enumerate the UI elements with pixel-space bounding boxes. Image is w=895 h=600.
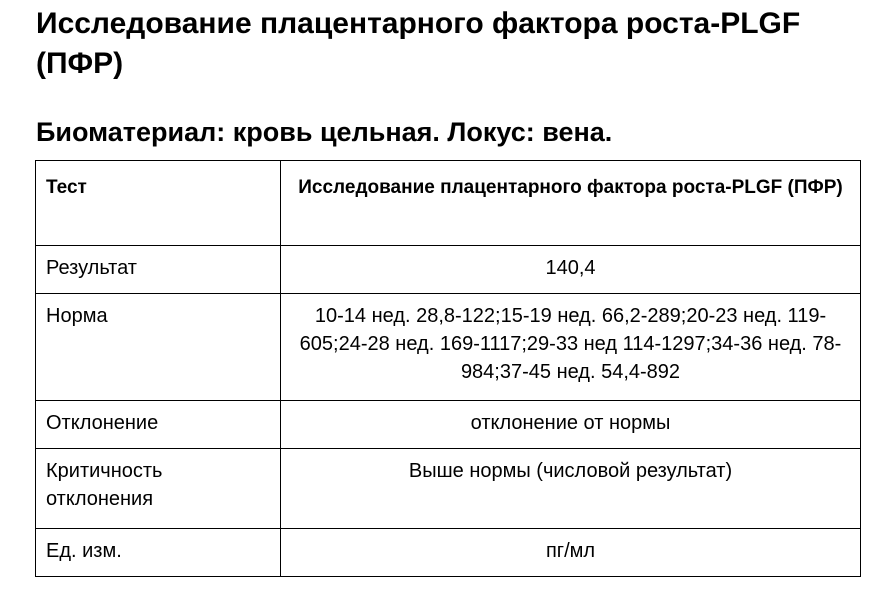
row-label-criticality: Критичность отклонения bbox=[36, 449, 281, 529]
row-value-criticality: Выше нормы (числовой результат) bbox=[281, 449, 861, 529]
table-row bbox=[36, 449, 861, 529]
biomaterial-subtitle: Биоматериал: кровь цельная. Локус: вена. bbox=[36, 117, 613, 147]
row-label-unit: Ед. изм. bbox=[36, 529, 281, 577]
row-value-deviation: отклонение от нормы bbox=[281, 401, 861, 449]
header-test-label: Тест bbox=[36, 161, 281, 246]
row-value-norm: 10-14 нед. 28,8-122;15-19 нед. 66,2-289;20-23 нед. 119-605;24-28 нед. 169-1117;29-33 нед 114-1297;34-36 нед. 78-984;37-45 нед. 54,4-892 bbox=[281, 294, 861, 401]
table-row bbox=[36, 529, 861, 577]
row-value-result: 140,4 bbox=[281, 246, 861, 294]
row-value-unit: пг/мл bbox=[281, 529, 861, 577]
table-row bbox=[36, 294, 861, 401]
row-label-norm: Норма bbox=[36, 294, 281, 401]
table-row bbox=[36, 401, 861, 449]
table-header-row bbox=[36, 161, 861, 246]
results-table bbox=[35, 160, 861, 577]
table-row bbox=[36, 246, 861, 294]
header-test-name: Исследование плацентарного фактора роста-PLGF (ПФР) bbox=[281, 161, 861, 246]
row-label-deviation: Отклонение bbox=[36, 401, 281, 449]
row-label-result: Результат bbox=[36, 246, 281, 294]
page-title: Исследование плацентарного фактора роста-PLGF (ПФР) bbox=[36, 7, 801, 80]
